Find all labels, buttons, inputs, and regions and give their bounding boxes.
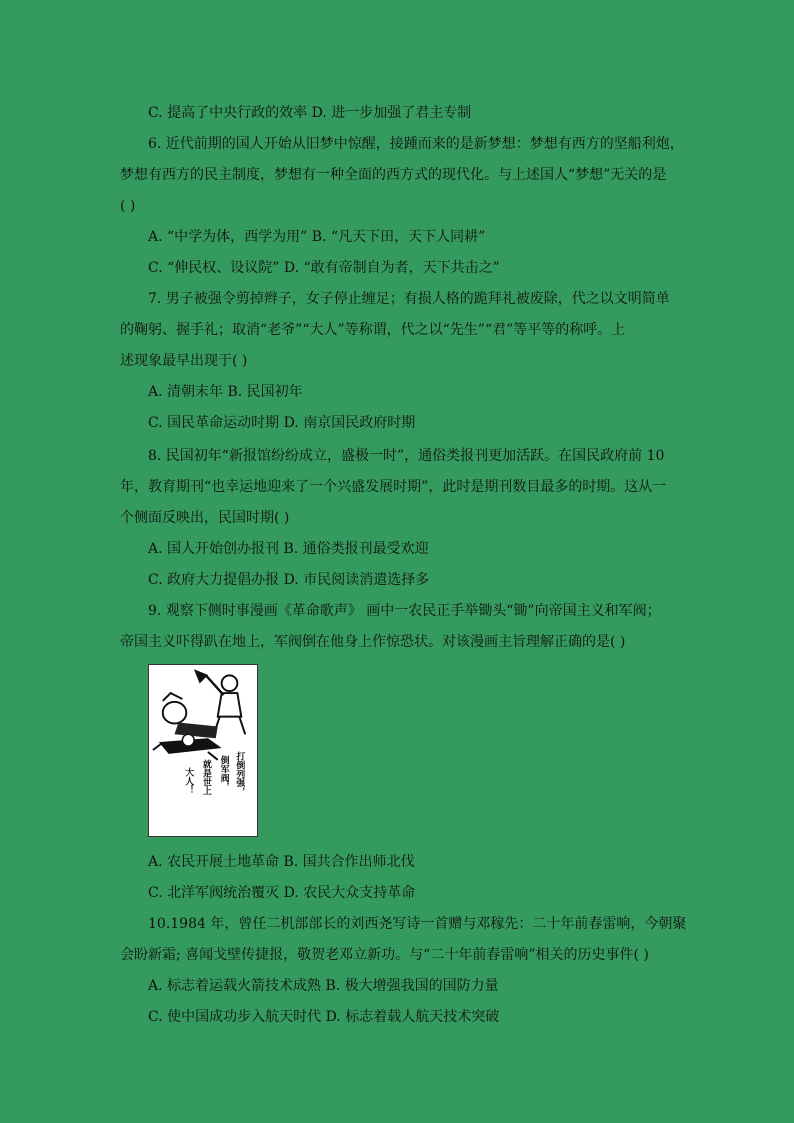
q6-text-line-2: 梦想有西方的民主制度，梦想有一种全面的西方式的现代化。与上述国人“梦想”无关的是: [120, 167, 667, 183]
q9-text-line-2: 帝国主义吓得趴在地上，军阀倒在他身上作惊恐状。对该漫画主旨理解正确的是( ): [120, 634, 626, 650]
q8-text-line-1: 8. 民国初年“新报馆纷纷成立，盛极一时”，通俗类报刊更加活跃。在国民政府前 10: [148, 448, 665, 464]
cartoon-slogan-col1: 打倒列强，: [234, 751, 245, 797]
q6-text-line-1: 6. 近代前期的国人开始从旧梦中惊醒，接踵而来的是新梦想：梦想有西方的坚船利炮，: [148, 136, 684, 152]
q8-text-line-2: 年，教育期刊“也幸运地迎来了一个兴盛发展时期”，此时是期刊数目最多的时期。这从一: [120, 479, 667, 495]
q7-options-ab: A. 清朝末年 B. 民国初年: [148, 384, 303, 400]
q5-options-cd: C. 提高了中央行政的效率 D. 进一步加强了君主专制: [148, 105, 472, 121]
q6-options-ab: A. “中学为体，西学为用” B. “凡天下田，天下人同耕”: [148, 229, 486, 245]
q6-options-cd: C. “伸民权、设议院” D. “敢有帝制自为者，天下共击之”: [148, 260, 500, 276]
q7-text-line-2: 的鞠躬、握手礼；取消“老爷”“大人”等称谓，代之以“先生”“君”等平等的称呼。上: [120, 322, 626, 338]
q7-text-line-1: 7. 男子被强令剪掉辫子，女子停止缠足；有损人格的跪拜礼被废除，代之以文明简单: [148, 291, 670, 307]
cartoon-slogan-col2: 倒军阀，: [218, 755, 229, 792]
q10-text-line-1: 10.1984 年，曾任二机部部长的刘西尧写诗一首赠与邓稼先：二十年前春雷响，今朝聚: [148, 916, 687, 932]
q9-options-ab: A. 农民开展土地革命 B. 国共合作出师北伐: [148, 854, 415, 870]
q7-options-cd: C. 国民革命运动时期 D. 南京国民政府时期: [148, 415, 416, 431]
q6-answer-bracket: ( ): [120, 198, 136, 214]
q9-text-line-1: 9. 观察下侧时事漫画《革命歌声》 画中一农民正手举锄头“锄”向帝国主义和军阀；: [148, 603, 661, 619]
q9-options-cd: C. 北洋军阀统治覆灭 D. 农民大众支持革命: [148, 885, 416, 901]
q7-text-line-3: 述现象最早出现于( ): [120, 353, 248, 369]
cartoon-slogan-col3: 就是世上: [200, 759, 211, 796]
q8-text-line-3: 个侧面反映出，民国时期( ): [120, 510, 290, 526]
revolution-song-cartoon: [148, 664, 258, 837]
q10-options-ab: A. 标志着运载火箭技术成熟 B. 极大增强我国的国防力量: [148, 978, 499, 994]
q10-options-cd: C. 使中国成功步入航天时代 D. 标志着载人航天技术突破: [148, 1009, 500, 1025]
q8-options-ab: A. 国人开始创办报刊 B. 通俗类报刊最受欢迎: [148, 541, 429, 557]
q8-options-cd: C. 政府大力提倡办报 D. 市民阅读消遣选择多: [148, 572, 430, 588]
q10-text-line-2: 会盼新霜; 喜闻戈壁传捷报，敬贺老邓立新功。与“二十年前春雷响”相关的历史事件( ): [120, 947, 649, 963]
cartoon-slogan-col4: 大人！: [183, 767, 194, 795]
